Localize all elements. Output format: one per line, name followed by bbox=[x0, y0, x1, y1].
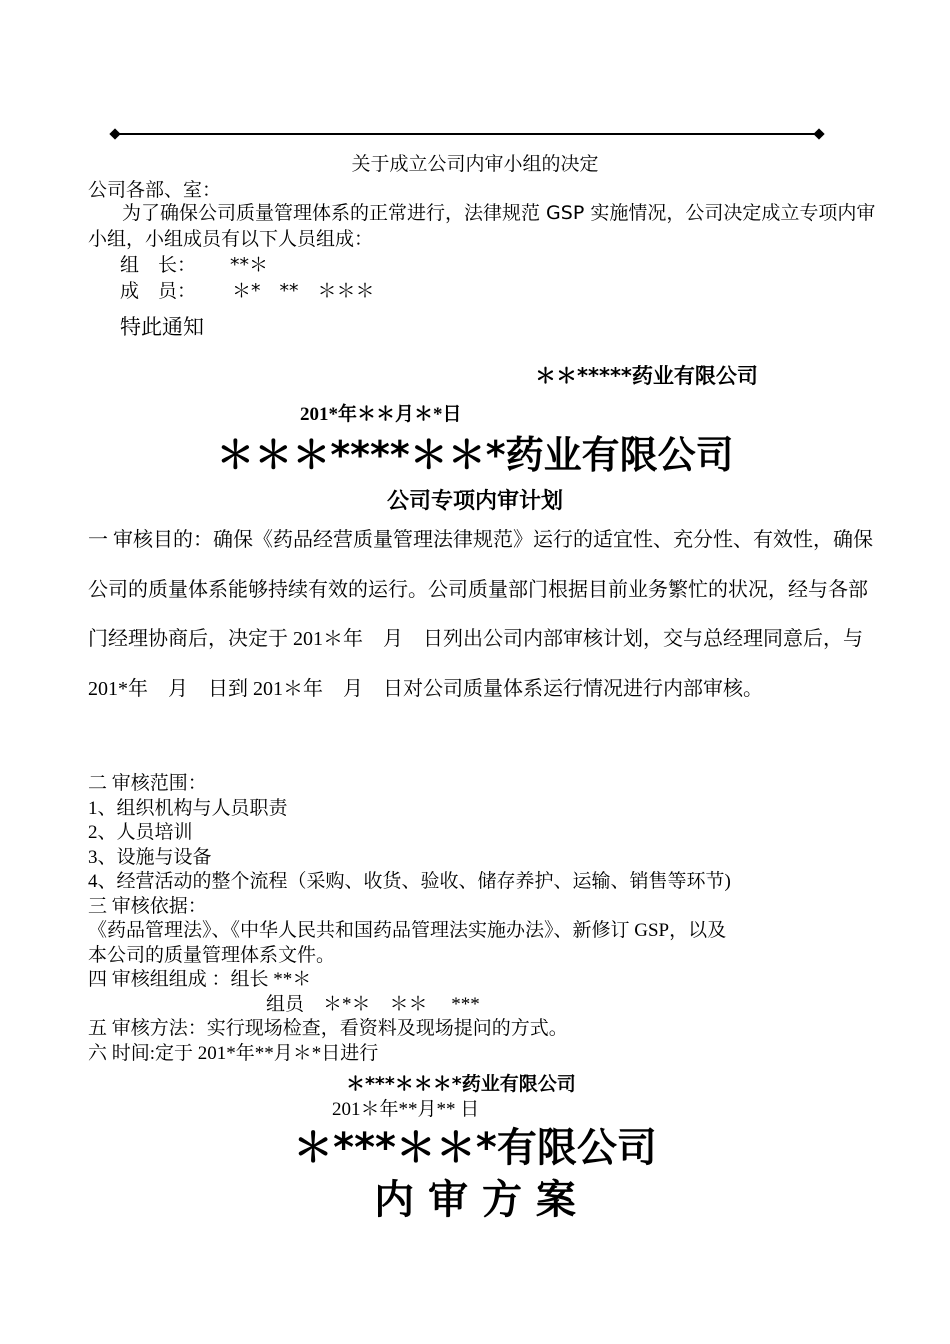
plan-sign-company: ＊***＊＊＊*药业有限公司 bbox=[346, 1073, 576, 1095]
leader-label: 组 长： bbox=[120, 254, 197, 276]
decision-company: ＊＊*****药业有限公司 bbox=[535, 364, 758, 388]
scope-item-1: 1、组织机构与人员职责 bbox=[88, 797, 288, 819]
section6-time: 六 时间:定于 201*年**月＊*日进行 bbox=[88, 1042, 379, 1064]
decision-date: 201*年＊＊月＊*日 bbox=[300, 404, 462, 425]
section5-method: 五 审核方法：实行现场检查，看资料及现场提问的方式。 bbox=[88, 1018, 568, 1039]
plan-sections bbox=[88, 772, 878, 1066]
decision-salutation: 公司各部、室： bbox=[88, 179, 222, 201]
plan-title: 公司专项内审计划 bbox=[386, 489, 563, 514]
leader-value: **＊ bbox=[230, 254, 269, 276]
scope-item-2: 2、人员培训 bbox=[88, 822, 193, 843]
notice-text: 特此通知 bbox=[120, 315, 204, 339]
section4-line-2: 组员 ＊*＊ ＊＊ *** bbox=[266, 993, 480, 1015]
decision-paragraph: 为了确保公司质量管理体系的正常进行，法律规范 GSP 实施情况，公司决定成立专项内审小组，小组成员有以下人员组成： bbox=[88, 202, 876, 250]
plan-sign-date: 201＊年**月** 日 bbox=[332, 1099, 480, 1120]
divider-left-diamond bbox=[109, 128, 120, 139]
section4-line-1: 四 审核组组成 ：组长 **＊ bbox=[88, 969, 312, 990]
basis-line-2: 本公司的质量管理体系文件。 bbox=[88, 944, 336, 966]
section2-title: 二 审核范围： bbox=[88, 773, 207, 794]
top-divider-line bbox=[116, 133, 820, 135]
scope-item-4: 4、经营活动的整个流程（采购、收货、验收、储存养护、运输、销售等环节) bbox=[88, 871, 731, 892]
section1-purpose: 一 审核目的：确保《药品经营质量管理法律规范》运行的适宜性、充分性、有效性，确保公司的质量体系能够持续有效的运行。公司质量部门根据目前业务繁忙的状况，经与各部门经理协商后，决定于 201＊年 月 日列出公司内部审核计划，交与总经理同意后，与 201*年 月 日到 201＊年 月 日对公司质量体系运行情况进行内部审核。 bbox=[88, 529, 873, 700]
scheme-company-heading: ＊***＊＊*有限公司 bbox=[293, 1125, 657, 1171]
members-label: 成 员： bbox=[120, 280, 197, 302]
members-value: ＊* ** ＊＊＊ bbox=[232, 280, 375, 302]
section3-title: 三 审核依据： bbox=[88, 895, 207, 917]
divider-right-diamond bbox=[813, 128, 824, 139]
scheme-title: 内 审 方 案 bbox=[374, 1177, 576, 1223]
scope-item-3: 3、设施与设备 bbox=[88, 846, 212, 868]
decision-title: 关于成立公司内审小组的决定 bbox=[351, 153, 599, 175]
basis-line-1: 《药品管理法》、《中华人民共和国药品管理法实施办法》、新修订 GSP，以及 bbox=[88, 920, 727, 941]
plan-company-heading: ＊＊＊****＊＊*药业有限公司 bbox=[216, 433, 734, 477]
